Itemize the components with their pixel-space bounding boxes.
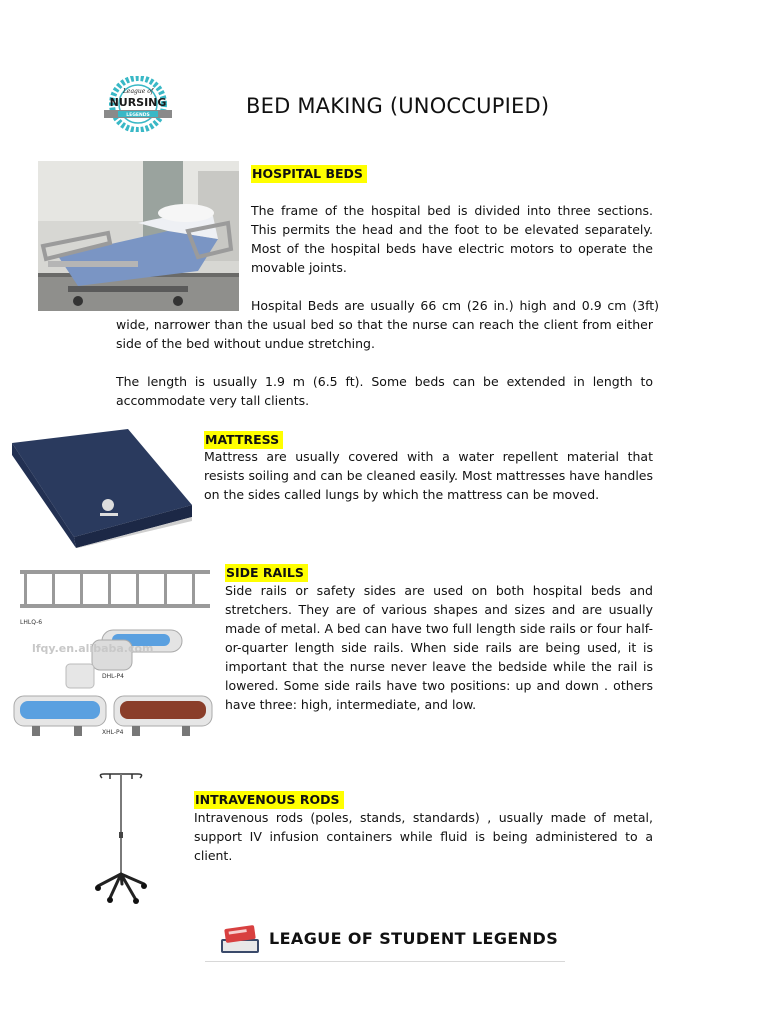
footer-brand-text: LEAGUE OF STUDENT LEGENDS [269, 929, 559, 948]
logo-banner-text: LEGENDS [126, 113, 150, 118]
logo-main-text: NURSING [109, 96, 167, 109]
book-icon [217, 921, 265, 959]
heading-intravenous-rods: INTRAVENOUS RODS [194, 791, 344, 809]
hospital-beds-paragraph-2-line-1: Hospital Beds are usually 66 cm (26 in.) high and 0.9 cm (3ft) [251, 298, 660, 313]
footer-brand [205, 917, 565, 963]
heading-side-rails: SIDE RAILS [225, 564, 308, 582]
rail-label-1: LHLQ-6 [20, 619, 43, 626]
rail-label-3: XHL-P4 [102, 729, 124, 736]
intravenous-rods-paragraph: Intravenous rods (poles, stands, standards) , usually made of metal, support IV infusion containers while fluid is being administered to a client. [194, 810, 653, 863]
page-title: BED MAKING (UNOCCUPIED) [246, 94, 550, 118]
side-rails-paragraph: Side rails or safety sides are used on both hospital beds and stretchers. They are of various shapes and sizes and are usually made of metal. A bed can have two full length side rails or four half-or-quarter length side rails. When side rails are being used, it is important that the nurse never leave the bedside while the rail is lowered. Some side rails have two positions: up and down . others have three: high, intermediate, and low. [225, 583, 653, 712]
mattress-image [8, 425, 194, 548]
iv-pole-image [92, 772, 150, 904]
hospital-beds-paragraph-3: The length is usually 1.9 m (6.5 ft). Some beds can be extended in length to accommodate very tall clients. [116, 374, 653, 408]
hospital-beds-paragraph-2-rest: wide, narrower than the usual bed so that the nurse can reach the client from either side of the bed without undue stretching. [116, 317, 653, 351]
logo-top-text: League of [122, 88, 154, 95]
rail-watermark: lfqy.en.alibaba.com [32, 642, 154, 655]
rail-label-2: DHL-P4 [102, 673, 124, 680]
nursing-legends-logo [102, 76, 174, 132]
mattress-paragraph: Mattress are usually covered with a water repellent material that resists soiling and can be cleaned easily. Most mattresses have handles on the sides called lungs by which the mattress can be moved. [204, 449, 653, 502]
heading-mattress: MATTRESS [204, 431, 283, 449]
heading-hospital-beds: HOSPITAL BEDS [251, 165, 367, 183]
footer-divider [205, 961, 565, 962]
hospital-bed-image [38, 161, 239, 311]
side-rails-image [12, 564, 214, 740]
hospital-beds-paragraph-1: The frame of the hospital bed is divided into three sections. This permits the head and the foot to be elevated separately. Most of the hospital beds have electric motors to operate the movable joints. [251, 203, 653, 275]
